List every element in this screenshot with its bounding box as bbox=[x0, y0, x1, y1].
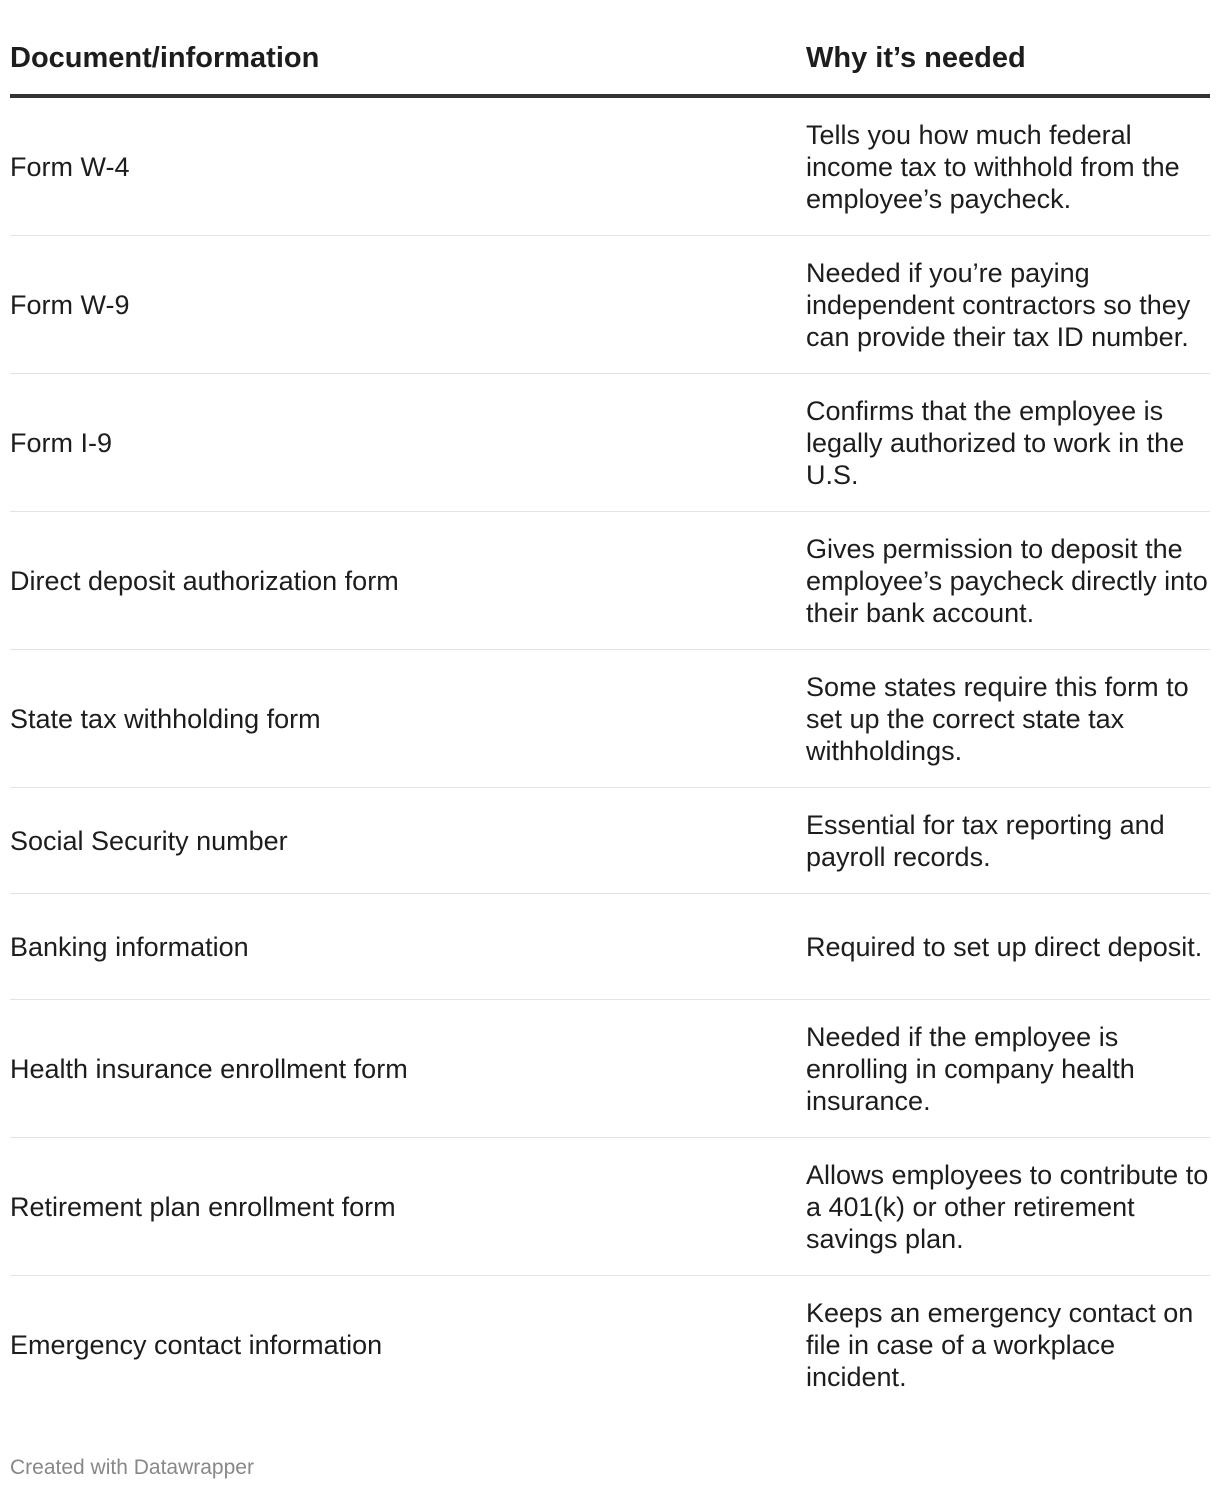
table-row bbox=[10, 650, 1210, 788]
reason-cell: Gives permission to deposit the employee’s paycheck directly into their bank account. bbox=[806, 533, 1208, 628]
reason-cell: Some states require this form to set up the correct state tax withholdings. bbox=[806, 671, 1189, 766]
reason-cell: Keeps an emergency contact on file in case of a workplace incident. bbox=[806, 1298, 1194, 1392]
document-cell: Form W-4 bbox=[10, 151, 130, 182]
reason-cell: Allows employees to contribute to a 401(k) or other retirement savings plan. bbox=[806, 1159, 1209, 1254]
table-row bbox=[10, 98, 1210, 236]
document-cell: Health insurance enrollment form bbox=[10, 1053, 408, 1084]
table-row bbox=[10, 1000, 1210, 1138]
document-cell: Social Security number bbox=[10, 825, 288, 856]
reason-cell: Required to set up direct deposit. bbox=[806, 931, 1203, 962]
table-row bbox=[10, 374, 1210, 512]
table-row bbox=[10, 1276, 1210, 1414]
datawrapper-credit: Created with Datawrapper bbox=[10, 1456, 254, 1479]
table-row bbox=[10, 894, 1210, 1000]
document-cell: Form W-9 bbox=[10, 289, 130, 320]
document-cell: Retirement plan enrollment form bbox=[10, 1191, 396, 1222]
table-row bbox=[10, 788, 1210, 894]
reason-cell: Needed if you’re paying independent contractors so they can provide their tax ID number. bbox=[806, 257, 1191, 352]
table-header bbox=[10, 0, 1210, 98]
column-header-document: Document/information bbox=[10, 42, 320, 74]
reason-cell: Tells you how much federal income tax to withhold from the employee’s paycheck. bbox=[806, 119, 1180, 214]
document-cell: Banking information bbox=[10, 931, 249, 962]
document-cell: Direct deposit authorization form bbox=[10, 565, 399, 596]
document-cell: Emergency contact information bbox=[10, 1330, 383, 1360]
reason-cell: Needed if the employee is enrolling in company health insurance. bbox=[806, 1021, 1135, 1116]
reason-cell: Essential for tax reporting and payroll records. bbox=[806, 809, 1165, 872]
table-row bbox=[10, 512, 1210, 650]
documents-table bbox=[10, 0, 1210, 1414]
table-row bbox=[10, 236, 1210, 374]
column-header-reason: Why it’s needed bbox=[806, 42, 1026, 74]
document-cell: State tax withholding form bbox=[10, 703, 321, 734]
document-cell: Form I-9 bbox=[10, 427, 113, 458]
reason-cell: Confirms that the employee is legally authorized to work in the U.S. bbox=[806, 395, 1185, 490]
table-row bbox=[10, 1138, 1210, 1276]
